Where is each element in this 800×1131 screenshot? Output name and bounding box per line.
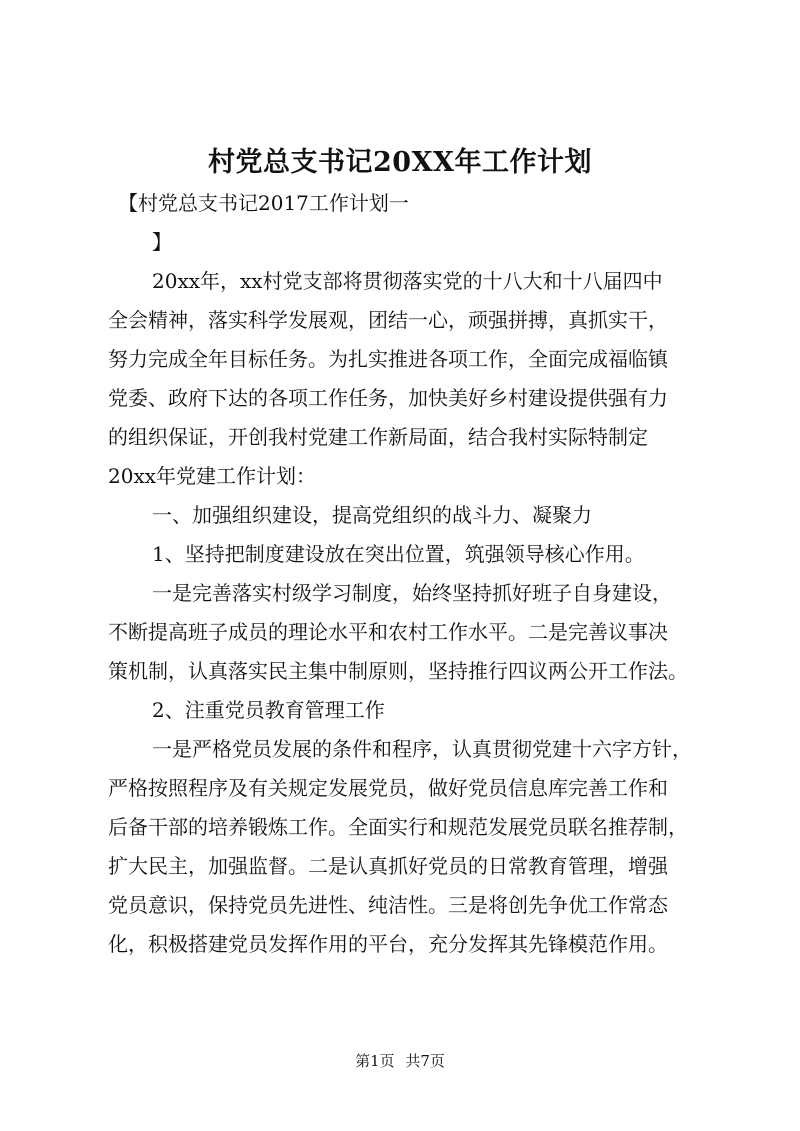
- body-line: 20xx年，xx村党支部将贯彻落实党的十八大和十八届四中: [152, 269, 663, 293]
- body-line: 】: [152, 230, 172, 254]
- subsection-heading: 1、坚持把制度建设放在突出位置，筑强领导核心作用。: [152, 542, 645, 566]
- page-total: 共7页: [405, 1052, 445, 1070]
- section-heading: 一、加强组织建设，提高党组织的战斗力、凝聚力: [152, 503, 592, 527]
- document-title: 村党总支书记20XX年工作计划: [208, 147, 592, 178]
- body-line: 20xx年党建工作计划：: [108, 464, 317, 488]
- body-line: 一是严格党员发展的条件和程序，认真贯彻党建十六字方针，: [152, 737, 692, 761]
- body-line: 化，积极搭建党员发挥作用的平台，充分发挥其先锋模范作用。: [108, 932, 668, 956]
- body-line: 全会精神，落实科学发展观，团结一心，顽强拼搏，真抓实干，: [108, 308, 668, 332]
- body-line: 后备干部的培养锻炼工作。全面实行和规范发展党员联名推荐制，: [108, 815, 688, 839]
- body-line: 党员意识，保持党员先进性、纯洁性。三是将创先争优工作常态: [108, 893, 668, 917]
- body-line: 【村党总支书记2017工作计划一: [118, 191, 409, 215]
- body-line: 策机制，认真落实民主集中制原则，坚持推行四议两公开工作法。: [108, 659, 688, 683]
- body-line: 努力完成全年目标任务。为扎实推进各项工作，全面完成福临镇: [108, 347, 668, 371]
- body-line: 的组织保证，开创我村党建工作新局面，结合我村实际特制定: [108, 425, 648, 449]
- body-line: 扩大民主，加强监督。二是认真抓好党员的日常教育管理，增强: [108, 854, 668, 878]
- body-line: 一是完善落实村级学习制度，始终坚持抓好班子自身建设，: [152, 581, 672, 605]
- page-footer: [0, 1050, 800, 1071]
- body-line: 党委、政府下达的各项工作任务，加快美好乡村建设提供强有力: [108, 386, 668, 410]
- document-body: [108, 184, 708, 964]
- body-line: 严格按照程序及有关规定发展党员，做好党员信息库完善工作和: [108, 776, 668, 800]
- body-line: 不断提高班子成员的理论水平和农村工作水平。二是完善议事决: [108, 620, 668, 644]
- page-number: 第1页: [355, 1052, 395, 1070]
- subsection-heading: 2、注重党员教育管理工作: [152, 698, 385, 722]
